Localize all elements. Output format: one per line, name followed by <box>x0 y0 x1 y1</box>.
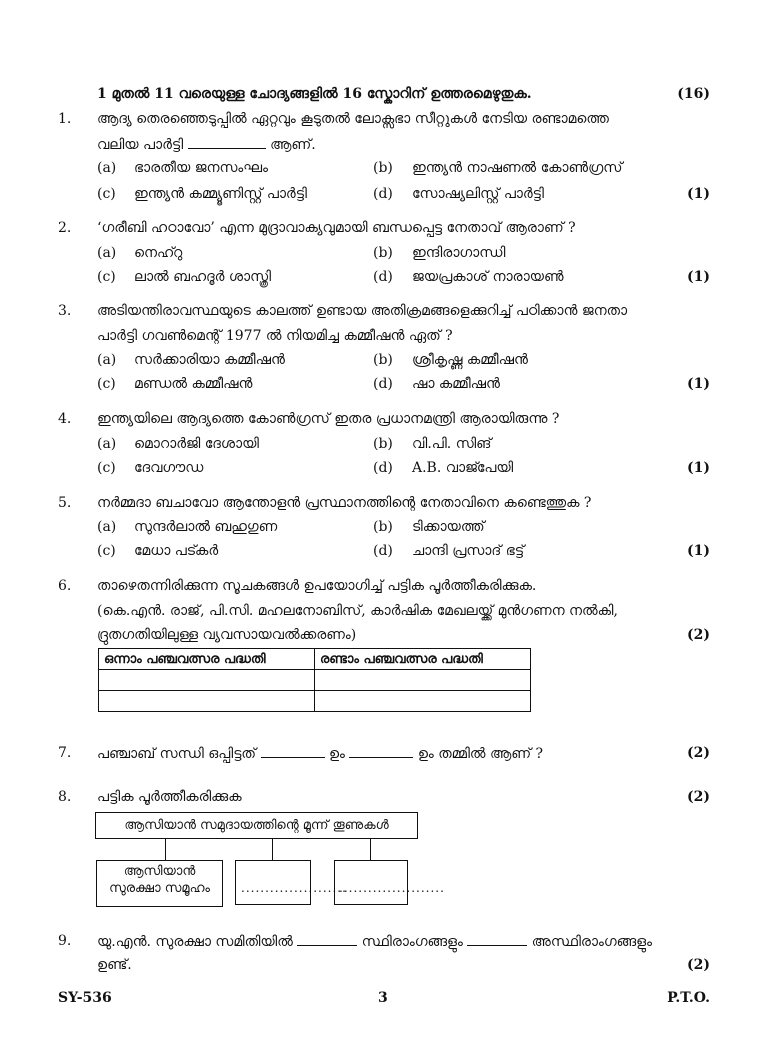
question-marks: (2) <box>687 957 710 973</box>
option-label: (c) <box>97 543 116 559</box>
question-text: നർമ്മദാ ബചാവോ ആന്തോളൻ പ്രസ്ഥാനത്തിന്റെ നേതാവിനെ കണ്ടെത്തുക ? <box>97 495 592 511</box>
question-marks: (2) <box>687 627 710 643</box>
question-text: പഞ്ചാബ് സന്ധി ഒപ്പിട്ടത് ഉം ഉം തമ്മിൽ ആണ് ? <box>97 746 544 762</box>
option-text: സുന്ദർലാൽ ബഹുഗുണ <box>134 519 278 535</box>
diagram-child-box[interactable] <box>334 860 445 905</box>
question-marks: (1) <box>687 186 710 202</box>
option-label: (d) <box>373 543 393 559</box>
option-label: (a) <box>97 436 117 452</box>
answer-blank <box>188 136 266 149</box>
table-cell[interactable] <box>99 691 315 712</box>
question-marks: (1) <box>687 543 710 559</box>
option-text: ഭാരതീയ ജനസംഘം <box>134 160 268 176</box>
question-marks: (2) <box>687 745 710 761</box>
option-text: ജയപ്രകാശ് നാരായൺ <box>412 269 564 285</box>
instruction-marks: (16) <box>677 86 710 102</box>
option-label: (b) <box>373 245 393 261</box>
fill-in-dots: ...................... <box>241 881 347 895</box>
option-text: ഷാ കമ്മീഷൻ <box>412 376 500 392</box>
option-text: ദേവഗൗഡ <box>134 460 204 476</box>
option-label: (b) <box>373 352 393 368</box>
option-label: (c) <box>97 186 116 202</box>
diagram-child-label: സുരക്ഷാ സമൂഹം <box>109 881 210 896</box>
answer-blank <box>297 933 357 946</box>
option-label: (d) <box>373 269 393 285</box>
question-text: യു.എൻ. സുരക്ഷാ സമിതിയിൽ സ്ഥിരാംഗങ്ങളും അസ്ഥിരാംഗങ്ങളും <box>97 934 653 950</box>
plan-table <box>98 648 531 712</box>
connector-line <box>272 838 273 860</box>
question-number: 6. <box>58 578 72 594</box>
option-text: ടിക്കായത്ത് <box>412 519 485 535</box>
diagram-root-label: ആസിയാൻ സമുദായത്തിന്റെ മൂന്ന് തൂണുകൾ <box>124 818 389 833</box>
option-label: (b) <box>373 519 393 535</box>
page-number: 3 <box>378 990 388 1006</box>
question-text: പട്ടിക പൂർത്തീകരിക്കുക <box>97 789 242 805</box>
question-number: 9. <box>58 933 72 949</box>
option-label: (d) <box>373 376 393 392</box>
question-text: പാർട്ടി ഗവൺമെന്റ് 1977 ൽ നിയമിച്ച കമ്മീഷൻ ഏത് ? <box>97 328 453 344</box>
question-marks: (2) <box>687 789 710 805</box>
diagram-child-box[interactable] <box>235 860 347 905</box>
question-number: 4. <box>58 411 72 427</box>
option-label: (c) <box>97 460 116 476</box>
option-label: (c) <box>97 376 116 392</box>
option-label: (a) <box>97 245 117 261</box>
option-text: ശ്രീകൃഷ്ണ കമ്മീഷൻ <box>412 352 528 368</box>
option-label: (a) <box>97 519 117 535</box>
option-text: മൊറാർജി ദേശായി <box>134 436 259 452</box>
question-number: 8. <box>58 789 72 805</box>
connector-line <box>165 838 166 860</box>
table-header: ഒന്നാം പഞ്ചവത്സര പദ്ധതി <box>99 649 315 670</box>
connector-line <box>370 838 371 860</box>
table-cell[interactable] <box>315 670 531 691</box>
question-number: 7. <box>58 745 72 761</box>
table-header: രണ്ടാം പഞ്ചവത്സര പദ്ധതി <box>315 649 531 670</box>
question-text: ദ്രുതഗതിയിലുള്ള വ്യവസായവൽക്കരണം) <box>97 627 357 643</box>
instruction-text: 1 മുതൽ 11 വരെയുള്ള ചോദ്യങ്ങളിൽ 16 സ്കോറിന് ഉത്തരമെഴുതുക. <box>97 86 532 102</box>
question-text: ‘ഗരീബി ഹഠാവോ’ എന്ന മുദ്രാവാക്യവുമായി ബന്ധപ്പെട്ട നേതാവ് ആരാണ് ? <box>97 220 576 236</box>
question-number: 5. <box>58 495 72 511</box>
question-text: അടിയന്തിരാവസ്ഥയുടെ കാലത്ത് ഉണ്ടായ അതിക്രമങ്ങളെക്കുറിച്ച് പഠിക്കാൻ ജനതാ <box>97 303 628 319</box>
pto-label: P.T.O. <box>667 990 710 1006</box>
table-cell[interactable] <box>99 670 315 691</box>
option-text: ഇന്ത്യൻ കമ്മ്യൂണിസ്റ്റ് പാർട്ടി <box>134 186 307 202</box>
option-text: ഇന്ത്യൻ നാഷണൽ കോൺഗ്രസ് <box>412 160 623 176</box>
diagram-child-box <box>96 860 223 907</box>
diagram-child-label: ആസിയാൻ <box>123 864 196 879</box>
option-label: (a) <box>97 352 117 368</box>
option-text: വി.പി. സിങ് <box>412 436 492 452</box>
option-text: ലാൽ ബഹദൂർ ശാസ്ത്രി <box>134 269 272 285</box>
question-text: താഴെതന്നിരിക്കുന്ന സൂചകങ്ങൾ ഉപയോഗിച്ച് പട്ടിക പൂർത്തീകരിക്കുക. <box>97 578 537 594</box>
option-text: സോഷ്യലിസ്റ്റ് പാർട്ടി <box>412 186 544 202</box>
fill-in-dots: ...................... <box>339 881 445 895</box>
option-label: (d) <box>373 186 393 202</box>
paper-code: SY-536 <box>58 990 112 1006</box>
option-label: (b) <box>373 160 393 176</box>
option-label: (c) <box>97 269 116 285</box>
option-text: ഇന്ദിരാഗാന്ധി <box>412 245 506 261</box>
option-text: A.B. വാജ്പേയി <box>412 460 514 476</box>
answer-blank <box>349 745 413 758</box>
question-marks: (1) <box>687 376 710 392</box>
question-text: ആദ്യ തെരഞ്ഞെടുപ്പിൽ ഏറ്റവും കൂടുതൽ ലോക്സഭാ സീറ്റുകൾ നേടിയ രണ്ടാമത്തെ <box>97 111 609 127</box>
answer-blank <box>467 933 527 946</box>
option-label: (d) <box>373 460 393 476</box>
answer-blank <box>261 745 325 758</box>
table-cell[interactable] <box>315 691 531 712</box>
option-text: സർക്കാരിയാ കമ്മീഷൻ <box>134 352 285 368</box>
option-text: മണ്ഡൽ കമ്മീഷൻ <box>134 376 253 392</box>
question-number: 3. <box>58 303 72 319</box>
diagram-root-box <box>95 812 418 839</box>
question-text: ഉണ്ട്. <box>97 957 132 973</box>
option-text: നെഹ്റു <box>134 245 183 261</box>
question-number: 2. <box>58 220 72 236</box>
option-text: മേധാ പട്കർ <box>134 543 219 559</box>
option-text: ചാന്ദി പ്രസാദ് ഭട്ട് <box>412 543 525 559</box>
option-label: (a) <box>97 160 117 176</box>
question-marks: (1) <box>687 269 710 285</box>
question-text: വലിയ പാർട്ടി ആണ്. <box>97 137 316 153</box>
question-text: ഇന്ത്യയിലെ ആദ്യത്തെ കോൺഗ്രസ് ഇതര പ്രധാനമന്ത്രി ആരായിരുന്നു ? <box>97 411 560 427</box>
question-text: (കെ.എൻ. രാജ്, പി.സി. മഹലനോബിസ്, കാർഷിക മേഖലയ്ക്ക് മുൻഗണന നൽകി, <box>97 603 618 619</box>
option-label: (b) <box>373 436 393 452</box>
question-marks: (1) <box>687 460 710 476</box>
question-number: 1. <box>58 111 72 127</box>
